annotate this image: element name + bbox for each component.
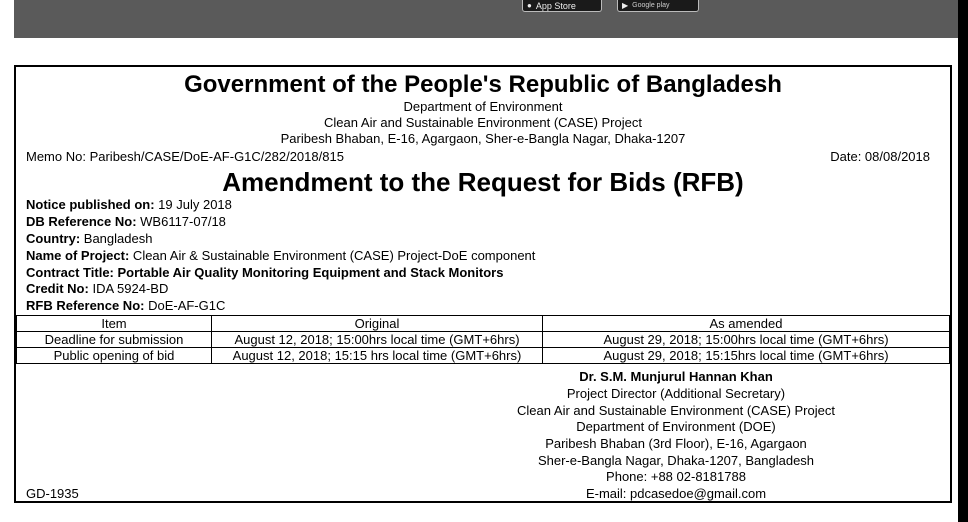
signatory-line: Clean Air and Sustainable Environment (CASE) Project xyxy=(517,403,835,418)
app-store-label: App Store xyxy=(535,0,576,11)
cell-item: Public opening of bid xyxy=(17,348,212,364)
signatory-email: E-mail: pdcasedoe@gmail.com xyxy=(585,486,767,501)
field-contract-title: Contract Title: Portable Air Quality Monitoring Equipment and Stack Monitors xyxy=(26,265,504,280)
cell-amended: August 29, 2018; 15:15hrs local time (GMT+6hrs) xyxy=(543,348,950,364)
cell-amended: August 29, 2018; 15:00hrs local time (GMT+6hrs) xyxy=(543,332,950,348)
amendment-table xyxy=(16,315,950,364)
right-edge-bar xyxy=(958,0,968,522)
play-icon: ▶ xyxy=(622,0,629,10)
signatory-line: Project Director (Additional Secretary) xyxy=(566,386,786,401)
field-db-reference: DB Reference No: WB6117-07/18 xyxy=(26,214,226,229)
department-line: Department of Environment xyxy=(403,99,563,114)
header-as-amended: As amended xyxy=(543,316,950,332)
table-header-row xyxy=(17,316,950,332)
signatory-line: Department of Environment (DOE) xyxy=(576,419,776,434)
field-country: Country: Bangladesh xyxy=(26,231,153,246)
top-banner xyxy=(14,0,958,38)
header-item: Item xyxy=(17,316,212,332)
address-line: Paribesh Bhaban, E-16, Agargaon, Sher-e-Bangla Nagar, Dhaka-1207 xyxy=(280,131,686,146)
apple-icon: ● xyxy=(527,0,532,10)
amendment-heading: Amendment to the Request for Bids (RFB) xyxy=(222,167,744,197)
field-notice-published: Notice published on: 19 July 2018 xyxy=(26,197,232,212)
notice-title: Government of the People's Republic of Bangladesh xyxy=(184,71,782,98)
signatory-line: Paribesh Bhaban (3rd Floor), E-16, Agargaon xyxy=(545,436,807,451)
field-project-name: Name of Project: Clean Air & Sustainable Environment (CASE) Project-DoE component xyxy=(26,248,536,263)
field-credit-no: Credit No: IDA 5924-BD xyxy=(26,281,169,296)
app-store-button[interactable] xyxy=(522,0,602,12)
table-row xyxy=(17,348,950,364)
header-original: Original xyxy=(212,316,543,332)
cell-original: August 12, 2018; 15:00hrs local time (GMT+6hrs) xyxy=(212,332,543,348)
signatory-phone: Phone: +88 02-8181788 xyxy=(606,469,746,484)
notice-date: Date: 08/08/2018 xyxy=(830,149,930,164)
gd-code: GD-1935 xyxy=(26,486,79,501)
table-row xyxy=(17,332,950,348)
tender-notice xyxy=(14,65,952,503)
signatory-line: Sher-e-Bangla Nagar, Dhaka-1207, Bangladesh xyxy=(537,453,815,468)
memo-number: Memo No: Paribesh/CASE/DoE-AF-G1C/282/2018/815 xyxy=(26,149,344,164)
cell-original: August 12, 2018; 15:15 hrs local time (GMT+6hrs) xyxy=(212,348,543,364)
signatory-name: Dr. S.M. Munjurul Hannan Khan xyxy=(579,369,773,384)
google-play-label: Google play xyxy=(632,1,670,9)
project-line: Clean Air and Sustainable Environment (CASE) Project xyxy=(324,115,642,130)
field-rfb-reference: RFB Reference No: DoE-AF-G1C xyxy=(26,298,226,313)
cell-item: Deadline for submission xyxy=(17,332,212,348)
google-play-button[interactable] xyxy=(617,0,699,12)
